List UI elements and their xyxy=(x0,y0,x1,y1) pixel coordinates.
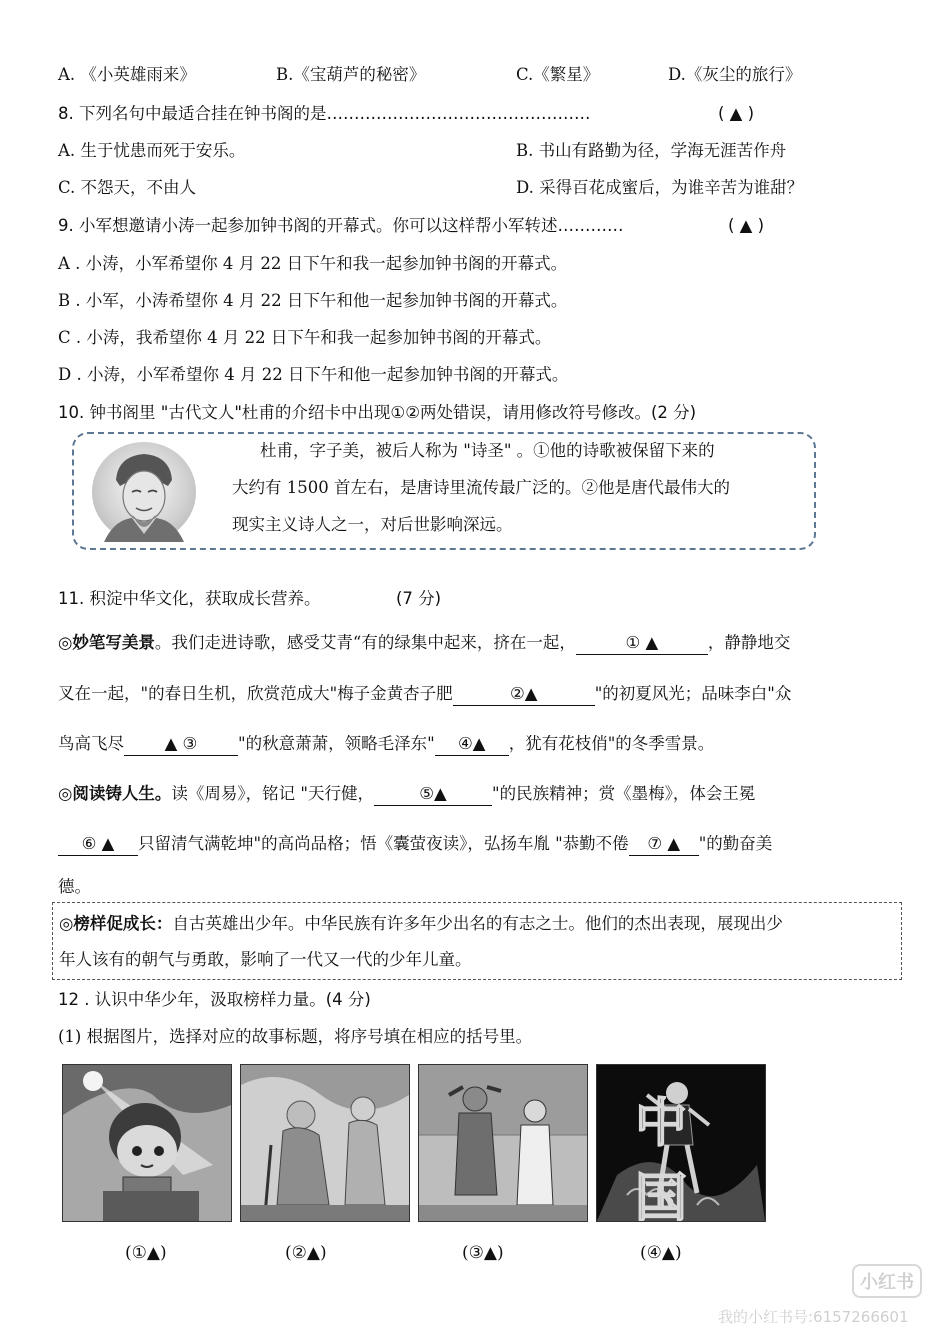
q11-stem: 11. 积淀中华文化，获取成长营养。 xyxy=(58,589,321,608)
q8-option-d: D. 采得百花成蜜后，为谁辛苦为谁甜？ xyxy=(516,178,804,197)
q10-stem: 10. 钟书阁里 "古代文人"杜甫的介绍卡中出现①②两处错误，请用修改符号修改。(2 分) xyxy=(58,403,697,422)
q11-section1-line3 xyxy=(58,733,714,756)
image-4-text-china: 中国 xyxy=(634,1094,727,1222)
q9-option-d: D . 小涛，小军希望你 4 月 22 日下午和他一起参加钟书阁的开幕式。 xyxy=(58,365,569,384)
q11-s1-text: "的秋意萧萧，领略毛泽东" xyxy=(238,734,435,753)
q8-option-a: A. 生于忧患而死于安乐。 xyxy=(58,141,246,160)
du-fu-portrait xyxy=(92,442,196,542)
q11-s2-text: "的民族精神；赏《墨梅》，体会王冕 xyxy=(492,784,756,803)
du-fu-intro-card xyxy=(72,432,816,550)
answer-blank-5[interactable]: ⑤▲ xyxy=(374,783,492,806)
role-model-line-2: 年人该有的朝气与勇敢，影响了一代又一代的少年儿童。 xyxy=(59,950,472,969)
answer-blank-7[interactable]: ⑦ ▲ xyxy=(629,833,699,856)
xiaohongshu-logo-watermark: 小红书 xyxy=(852,1264,922,1298)
q9-answer-bracket: ( ▲ ) xyxy=(728,216,765,235)
q9-option-c: C . 小涛，我希望你 4 月 22 日下午和我一起参加钟书阁的开幕式。 xyxy=(58,328,552,347)
q11-s1-text: ，静静地交 xyxy=(707,633,791,652)
q11-section2-line1 xyxy=(58,783,755,806)
q7-option-c: C.《繁星》 xyxy=(516,65,600,84)
q11-score: (7 分) xyxy=(396,589,442,608)
q11-s1-text: ，犹有花枝俏"的冬季雪景。 xyxy=(508,734,715,753)
q12-stem: 12 . 认识中华少年，汲取榜样力量。(4 分) xyxy=(58,990,371,1009)
q12-sub1: (1) 根据图片，选择对应的故事标题，将序号填在相应的括号里。 xyxy=(58,1027,533,1046)
q11-section1-line2 xyxy=(58,683,791,706)
q11-s2-text: 只留清气满乾坤"的高尚品格；悟《囊萤夜读》，弘扬车胤 "恭勤不倦 xyxy=(138,834,629,853)
caption-4-bracket[interactable]: (④▲) xyxy=(640,1243,682,1263)
answer-blank-2[interactable]: ②▲ xyxy=(453,683,595,706)
card-line-3: 现实主义诗人之一，对后世影响深远。 xyxy=(232,515,513,534)
caption-3-bracket[interactable]: (③▲) xyxy=(462,1243,504,1263)
q7-option-a: A. 《小英雄雨来》 xyxy=(58,65,196,84)
q11-section2-line3: 德。 xyxy=(58,877,91,896)
role-model-box xyxy=(52,902,902,980)
q9-option-a: A . 小涛，小军希望你 4 月 22 日下午和我一起参加钟书阁的开幕式。 xyxy=(58,254,568,273)
answer-blank-3[interactable]: ▲ ③ xyxy=(124,733,238,756)
story-picture-2 xyxy=(240,1064,410,1222)
answer-blank-1[interactable]: ① ▲ xyxy=(576,632,708,655)
answer-blank-4[interactable]: ④▲ xyxy=(435,733,509,756)
caption-2-bracket[interactable]: (②▲) xyxy=(285,1243,327,1263)
q8-option-c: C. 不怨天，不由人 xyxy=(58,178,197,197)
card-line-1: 杜甫，字子美，被后人称为 "诗圣" 。①他的诗歌被保留下来的 xyxy=(260,441,715,460)
q7-option-b: B.《宝葫芦的秘密》 xyxy=(276,65,426,84)
q11-s1-text: 鸟高飞尽 xyxy=(58,734,124,753)
q11-s1-text: 叉在一起，"的春日生机，欣赏范成大"梅子金黄杏子肥 xyxy=(58,684,453,703)
story-picture-3 xyxy=(418,1064,588,1222)
caption-1-bracket[interactable]: (①▲) xyxy=(125,1243,167,1263)
q8-answer-bracket: ( ▲ ) xyxy=(718,104,755,123)
answer-blank-6[interactable]: ⑥ ▲ xyxy=(58,833,138,856)
q11-section2-line2 xyxy=(58,833,772,856)
q11-s2-text: "的勤奋美 xyxy=(698,834,773,853)
q11-s1-text: 。我们走进诗歌，感受艾青“有的绿集中起来，挤在一起， xyxy=(154,633,576,652)
section-title-role-model: ◎榜样促成长： xyxy=(59,914,173,933)
q11-s1-text: "的初夏风光；品味李白"众 xyxy=(594,684,792,703)
section-title-scenery: ◎妙笔写美景 xyxy=(58,633,155,652)
role-model-text: 自古英雄出少年。中华民族有许多年少出名的有志之士。他们的杰出表现，展现出少 xyxy=(172,914,783,933)
q8-stem: 8. 下列名句中最适合挂在钟书阁的是………………………………………… xyxy=(58,104,591,123)
card-line-2: 大约有 1500 首左右，是唐诗里流传最广泛的。②他是唐代最伟大的 xyxy=(232,478,730,497)
role-model-line-1 xyxy=(59,913,783,935)
q8-option-b: B. 书山有路勤为径，学海无涯苦作舟 xyxy=(516,141,787,160)
story-picture-1 xyxy=(62,1064,232,1222)
q11-section1-line1 xyxy=(58,632,790,655)
story-picture-4 xyxy=(596,1064,766,1222)
account-watermark: 我的小红书号:6157266601 xyxy=(718,1308,909,1326)
q9-option-b: B . 小军，小涛希望你 4 月 22 日下午和他一起参加钟书阁的开幕式。 xyxy=(58,291,568,310)
q11-s2-text: 读《周易》，铭记 "天行健， xyxy=(171,784,374,803)
q9-stem: 9. 小军想邀请小涛一起参加钟书阁的开幕式。你可以这样帮小军转述………… xyxy=(58,216,624,235)
q7-option-d: D.《灰尘的旅行》 xyxy=(668,65,802,84)
section-title-reading: ◎阅读铸人生。 xyxy=(58,784,172,803)
